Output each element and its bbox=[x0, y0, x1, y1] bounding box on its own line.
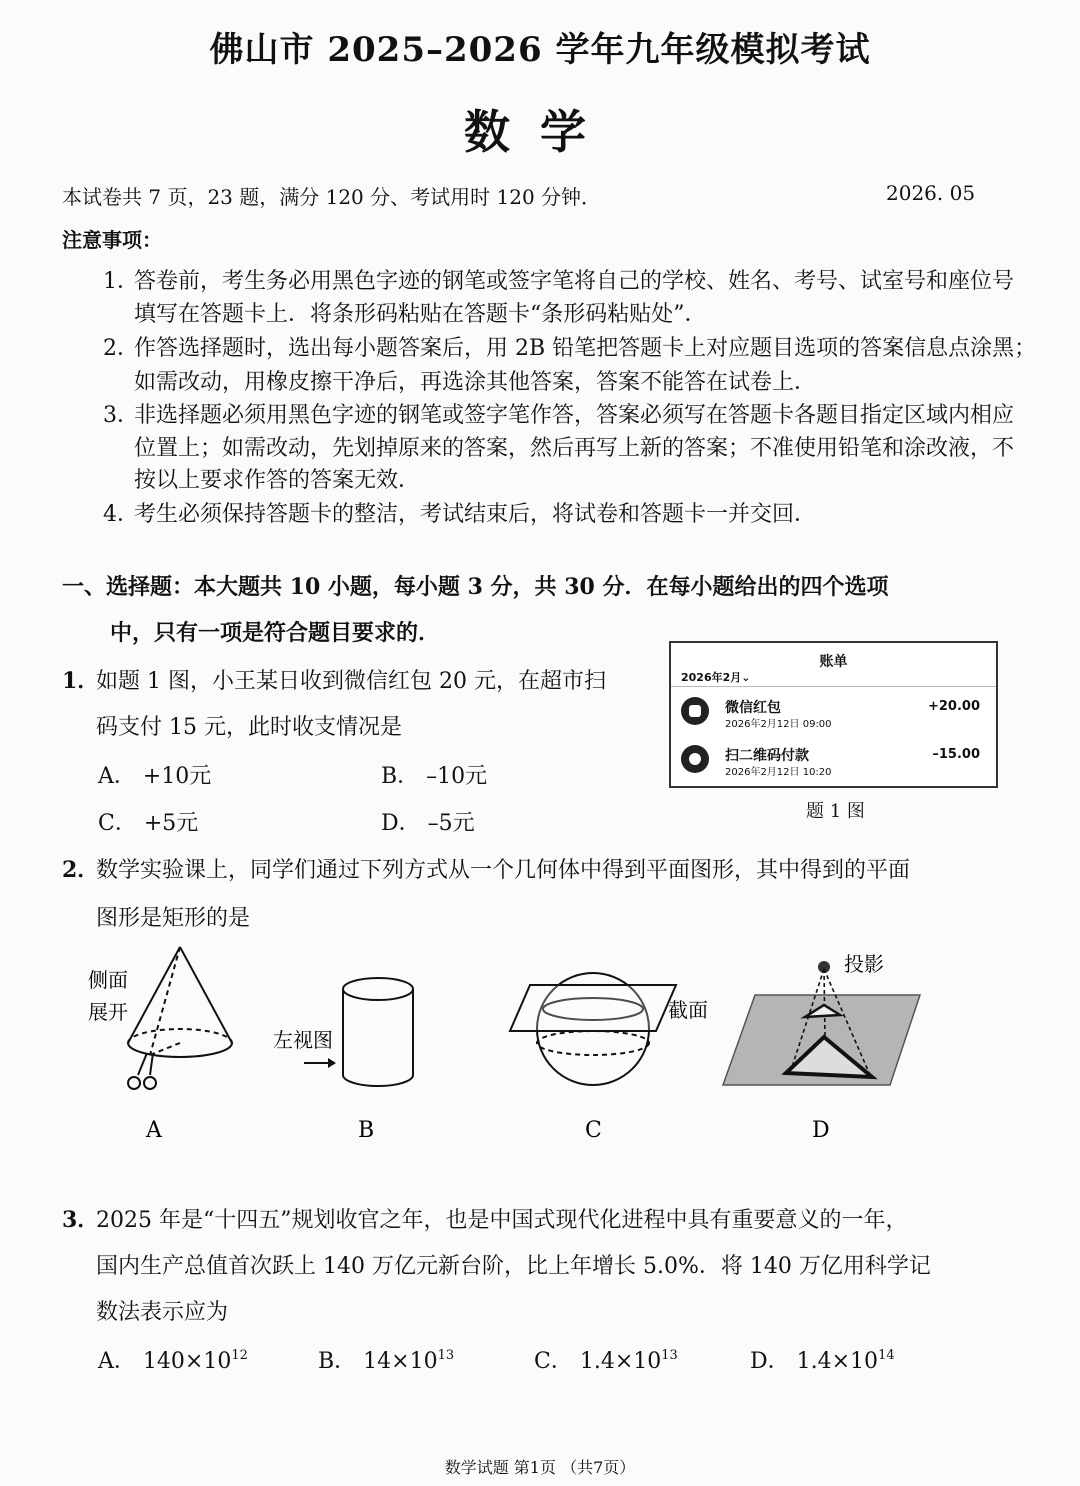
option-exponent: 13 bbox=[437, 1348, 455, 1363]
figure-d-projection bbox=[723, 961, 920, 1085]
q2-number: 2． bbox=[62, 857, 100, 883]
option-label: B． bbox=[318, 1349, 357, 1374]
q1-figure-caption: 题 1 图 bbox=[806, 801, 865, 822]
q1-option-c: C． +5元 bbox=[98, 811, 199, 836]
q3-option-a bbox=[98, 1344, 248, 1375]
subject-title: 数学 bbox=[464, 105, 616, 159]
q2-stem-line2: 图形是矩形的是 bbox=[96, 906, 251, 931]
notice-1-line1: 答卷前，考生务必用黑色字迹的钢笔或签字笔将自己的学校、姓名、考号、试室号和座位号 bbox=[134, 269, 1015, 294]
exam-date: 2026. 05 bbox=[886, 181, 976, 205]
q3-option-c bbox=[534, 1344, 678, 1375]
notice-title: 注意事项： bbox=[62, 228, 162, 252]
bill-header: 账单 bbox=[819, 654, 848, 670]
page-footer: 数学试题 第1页 （共7页） bbox=[444, 1458, 636, 1477]
bill-item-payment bbox=[681, 739, 986, 783]
option-base: 1.4×10 bbox=[579, 1349, 662, 1374]
q1-option-d: D． –5元 bbox=[381, 811, 475, 836]
scissors-icon bbox=[128, 1053, 156, 1089]
notice-1-num: 1． bbox=[103, 269, 139, 294]
option-exponent: 13 bbox=[661, 1348, 678, 1363]
bill-month-selector: 2026年2月⌄ bbox=[681, 671, 751, 684]
q1-stem-line1: 如题 1 图，小王某日收到微信红包 20 元，在超市扫 bbox=[96, 669, 606, 694]
q3-stem-line3: 数法表示应为 bbox=[96, 1300, 229, 1325]
bill-item-time: 2026年2月12日 10:20 bbox=[725, 767, 832, 778]
figure-c-text: 截面 bbox=[668, 998, 708, 1022]
q3-number: 3． bbox=[62, 1207, 100, 1233]
bill-item-time: 2026年2月12日 09:00 bbox=[725, 719, 832, 730]
figure-a-label: A bbox=[146, 1118, 162, 1143]
bill-divider bbox=[671, 686, 996, 687]
q2-figures bbox=[0, 935, 1080, 1150]
section-1-heading: 一、选择题：本大题共 10 小题，每小题 3 分，共 30 分．在每小题给出的四个选项 bbox=[62, 574, 889, 600]
figure-d-label: D bbox=[812, 1118, 830, 1143]
exam-title: 佛山市 2025–2026 学年九年级模拟考试 bbox=[209, 30, 871, 70]
clock-icon bbox=[681, 745, 709, 773]
option-base: 1.4×10 bbox=[796, 1349, 879, 1374]
notice-1-line2: 填写在答题卡上．将条形码粘贴在答题卡“条形码粘贴处”． bbox=[134, 302, 707, 327]
q3-stem-line2: 国内生产总值首次跃上 140 万亿元新台阶，比上年增长 5.0%．将 140 万亿用科学记 bbox=[96, 1254, 931, 1279]
notice-3-line1: 非选择题必须用黑色字迹的钢笔或签字笔作答，答案必须写在答题卡各题目指定区域内相应 bbox=[134, 403, 1015, 428]
section-1-heading-cont: 中，只有一项是符合题目要求的． bbox=[110, 620, 441, 646]
bill-figure bbox=[669, 641, 998, 788]
figure-a-text-line1: 侧面 bbox=[88, 968, 128, 992]
q1-option-b: B． –10元 bbox=[381, 764, 488, 789]
notice-4-line1: 考生必须保持答题卡的整洁，考试结束后，将试卷和答题卡一并交回． bbox=[134, 502, 817, 527]
q3-option-d bbox=[750, 1344, 895, 1375]
figure-a-cone bbox=[128, 947, 232, 1057]
figure-d-text: 投影 bbox=[844, 952, 884, 976]
notice-3-num: 3． bbox=[103, 403, 139, 428]
q1-option-a: A． +10元 bbox=[98, 764, 212, 789]
figure-c-sphere bbox=[510, 973, 676, 1085]
notice-3-line2: 位置上；如需改动，先划掉原来的答案，然后再写上新的答案；不准使用铅笔和涂改液，不 bbox=[134, 436, 1015, 461]
option-base: 140×10 bbox=[142, 1349, 232, 1374]
option-label: C． bbox=[534, 1349, 573, 1374]
red-packet-icon bbox=[681, 697, 709, 725]
option-base: 14×10 bbox=[363, 1349, 438, 1374]
option-exponent: 14 bbox=[878, 1348, 895, 1363]
option-exponent: 12 bbox=[231, 1348, 248, 1363]
q1-number: 1． bbox=[62, 668, 100, 694]
figure-b-label: B bbox=[358, 1118, 375, 1143]
q3-stem-line1: 2025 年是“十四五”规划收官之年，也是中国式现代化进程中具有重要意义的一年， bbox=[96, 1208, 908, 1233]
bill-item-name: 微信红包 bbox=[725, 700, 781, 716]
q1-stem-line2: 码支付 15 元，此时收支情况是 bbox=[96, 715, 402, 740]
bill-item-red-packet bbox=[681, 691, 986, 735]
figure-a-text-line2: 展开 bbox=[88, 1000, 128, 1024]
option-label: D． bbox=[750, 1349, 790, 1374]
notice-2-num: 2． bbox=[103, 336, 139, 361]
q2-stem-line1: 数学实验课上，同学们通过下列方式从一个几何体中得到平面图形，其中得到的平面 bbox=[96, 858, 911, 883]
arrow-right-icon bbox=[304, 1058, 336, 1068]
bill-item-amount: +20.00 bbox=[927, 699, 980, 714]
figure-b-cylinder bbox=[343, 978, 413, 1086]
bill-item-name: 扫二维码付款 bbox=[725, 748, 809, 764]
notice-2-line1: 作答选择题时，选出每小题答案后，用 2B 铅笔把答题卡上对应题目选项的答案信息点涂黑； bbox=[134, 336, 1037, 361]
notice-3-line3: 按以上要求作答的答案无效． bbox=[134, 468, 421, 493]
option-label: A． bbox=[98, 1349, 136, 1374]
figure-b-text: 左视图 bbox=[273, 1028, 333, 1052]
figure-c-label: C bbox=[585, 1118, 602, 1143]
notice-4-num: 4． bbox=[103, 502, 139, 527]
exam-info: 本试卷共 7 页，23 题，满分 120 分、考试用时 120 分钟． bbox=[62, 185, 602, 209]
bill-item-amount: –15.00 bbox=[932, 747, 980, 762]
q3-option-b bbox=[318, 1344, 454, 1375]
notice-2-line2: 如需改动，用橡皮擦干净后，再选涂其他答案，答案不能答在试卷上． bbox=[134, 370, 817, 395]
